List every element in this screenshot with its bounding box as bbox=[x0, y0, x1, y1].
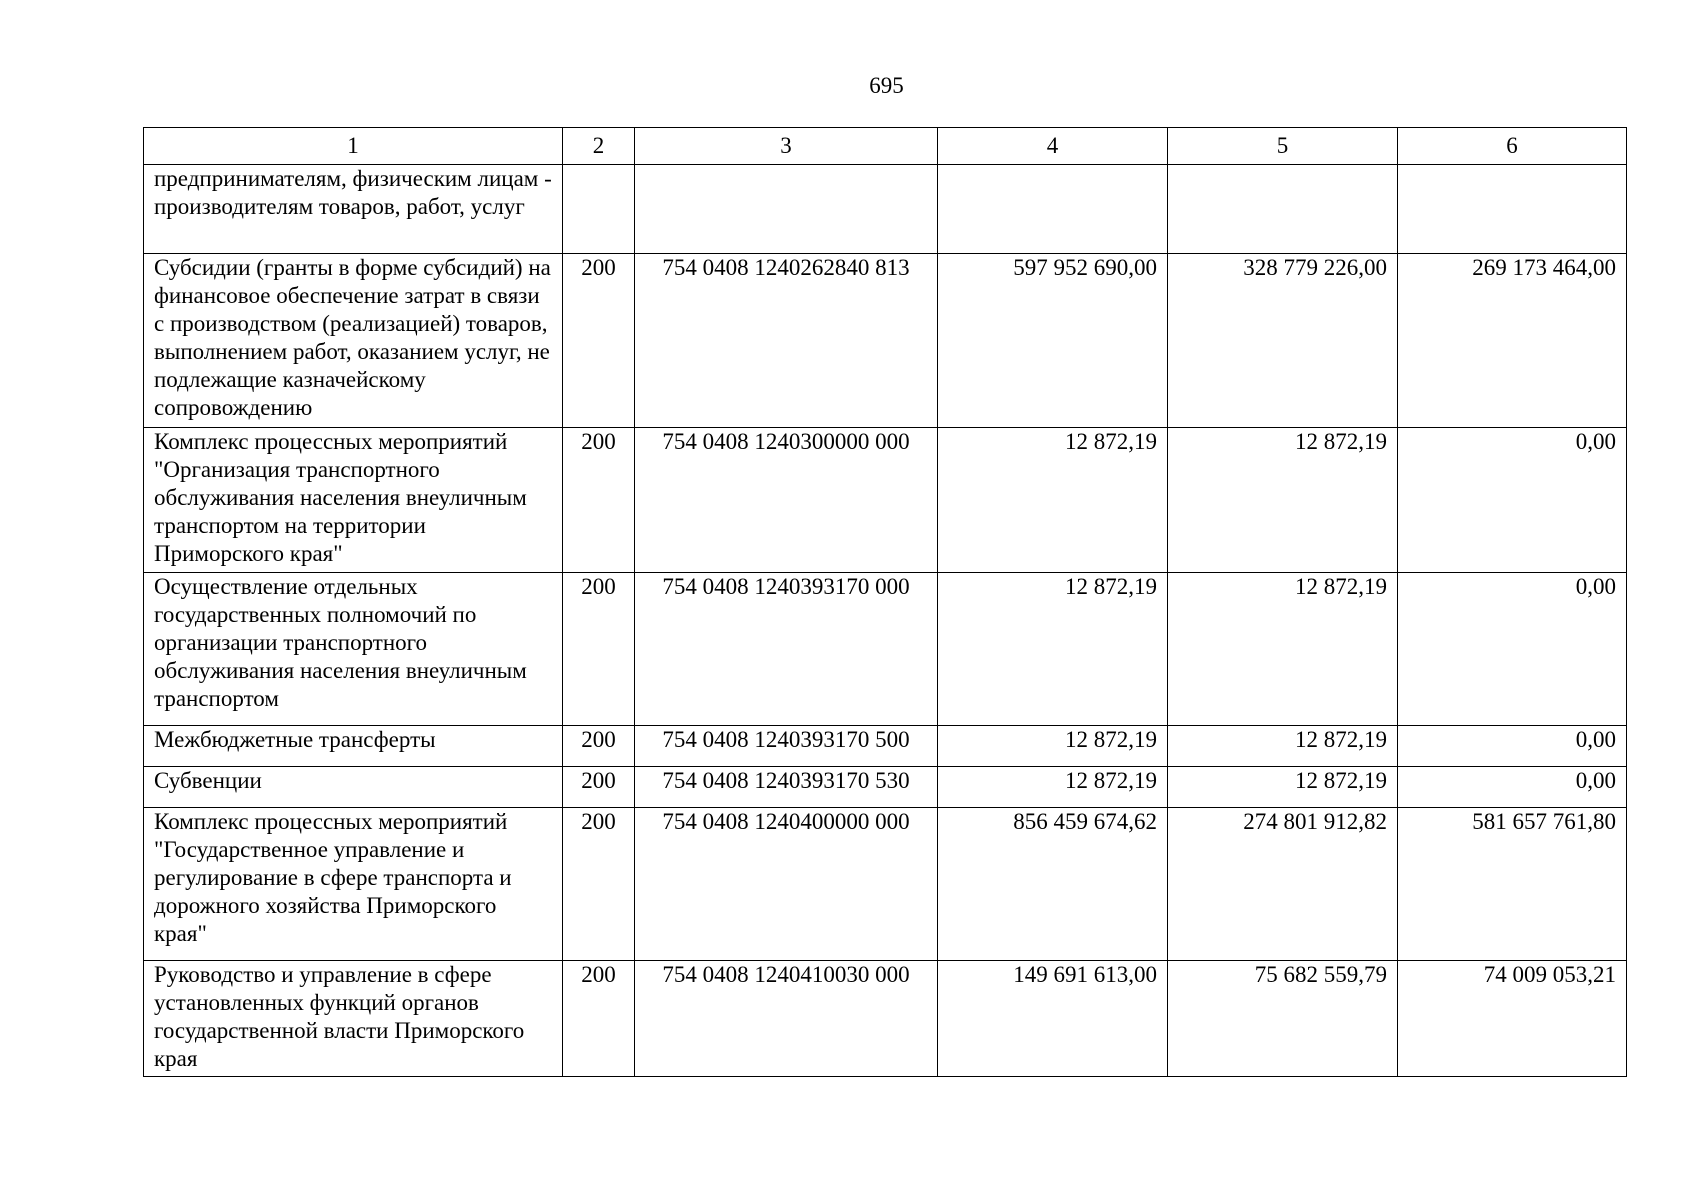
row-name: Комплекс процессных мероприятий "Организация транспортного обслуживания населения внеуличным транспортом на территории Приморского края" bbox=[144, 428, 563, 573]
row-name: Субсидии (гранты в форме субсидий) на финансовое обеспечение затрат в связи с производством (реализацией) товаров, выполнением работ, оказанием услуг, не подлежащие казначейскому сопровождению bbox=[144, 254, 563, 428]
row-name: Межбюджетные трансферты bbox=[144, 726, 563, 767]
row-code bbox=[635, 165, 938, 254]
column-header: 5 bbox=[1168, 128, 1398, 165]
column-header: 6 bbox=[1398, 128, 1627, 165]
row-kod: 200 bbox=[563, 808, 635, 961]
row-name: Руководство и управление в сфере установленных функций органов государственной власти Приморского края bbox=[144, 961, 563, 1077]
row-value-5: 12 872,19 bbox=[1168, 428, 1398, 573]
row-code: 754 0408 1240300000 000 bbox=[635, 428, 938, 573]
row-kod: 200 bbox=[563, 767, 635, 808]
row-code: 754 0408 1240393170 530 bbox=[635, 767, 938, 808]
row-value-6: 581 657 761,80 bbox=[1398, 808, 1627, 961]
row-value-5: 274 801 912,82 bbox=[1168, 808, 1398, 961]
table-row bbox=[144, 808, 1627, 961]
table-row bbox=[144, 961, 1627, 1077]
row-value-6: 0,00 bbox=[1398, 428, 1627, 573]
row-value-6: 0,00 bbox=[1398, 573, 1627, 726]
row-value-6: 269 173 464,00 bbox=[1398, 254, 1627, 428]
row-value-5: 75 682 559,79 bbox=[1168, 961, 1398, 1077]
row-kod: 200 bbox=[563, 254, 635, 428]
row-name: Осуществление отдельных государственных полномочий по организации транспортного обслуживания населения внеуличным транспортом bbox=[144, 573, 563, 726]
row-value-4: 12 872,19 bbox=[938, 573, 1168, 726]
row-code: 754 0408 1240400000 000 bbox=[635, 808, 938, 961]
row-value-4: 597 952 690,00 bbox=[938, 254, 1168, 428]
budget-table bbox=[143, 127, 1627, 1077]
row-value-4: 149 691 613,00 bbox=[938, 961, 1168, 1077]
table-row bbox=[144, 165, 1627, 254]
row-kod: 200 bbox=[563, 573, 635, 726]
row-value-4: 12 872,19 bbox=[938, 767, 1168, 808]
row-kod: 200 bbox=[563, 726, 635, 767]
page-number: 695 bbox=[869, 73, 904, 98]
row-kod: 200 bbox=[563, 428, 635, 573]
table-row bbox=[144, 726, 1627, 767]
column-header: 1 bbox=[144, 128, 563, 165]
column-header: 3 bbox=[635, 128, 938, 165]
row-value-5 bbox=[1168, 165, 1398, 254]
row-code: 754 0408 1240393170 500 bbox=[635, 726, 938, 767]
row-code: 754 0408 1240393170 000 bbox=[635, 573, 938, 726]
row-name: Комплекс процессных мероприятий "Государственное управление и регулирование в сфере транспорта и дорожного хозяйства Приморского края" bbox=[144, 808, 563, 961]
row-name: предпринимателям, физическим лицам - производителям товаров, работ, услуг bbox=[144, 165, 563, 254]
table-row bbox=[144, 573, 1627, 726]
row-value-4: 12 872,19 bbox=[938, 726, 1168, 767]
table-header-row bbox=[144, 128, 1627, 165]
row-value-5: 12 872,19 bbox=[1168, 767, 1398, 808]
row-value-4: 12 872,19 bbox=[938, 428, 1168, 573]
row-value-4: 856 459 674,62 bbox=[938, 808, 1168, 961]
row-value-5: 12 872,19 bbox=[1168, 726, 1398, 767]
row-value-6: 0,00 bbox=[1398, 767, 1627, 808]
table-row bbox=[144, 254, 1627, 428]
row-value-6: 0,00 bbox=[1398, 726, 1627, 767]
row-value-6: 74 009 053,21 bbox=[1398, 961, 1627, 1077]
row-name: Субвенции bbox=[144, 767, 563, 808]
row-kod: 200 bbox=[563, 961, 635, 1077]
row-value-5: 12 872,19 bbox=[1168, 573, 1398, 726]
row-code: 754 0408 1240410030 000 bbox=[635, 961, 938, 1077]
column-header: 2 bbox=[563, 128, 635, 165]
row-value-4 bbox=[938, 165, 1168, 254]
row-code: 754 0408 1240262840 813 bbox=[635, 254, 938, 428]
row-value-6 bbox=[1398, 165, 1627, 254]
row-value-5: 328 779 226,00 bbox=[1168, 254, 1398, 428]
table-row bbox=[144, 767, 1627, 808]
column-header: 4 bbox=[938, 128, 1168, 165]
row-kod bbox=[563, 165, 635, 254]
table-row bbox=[144, 428, 1627, 573]
